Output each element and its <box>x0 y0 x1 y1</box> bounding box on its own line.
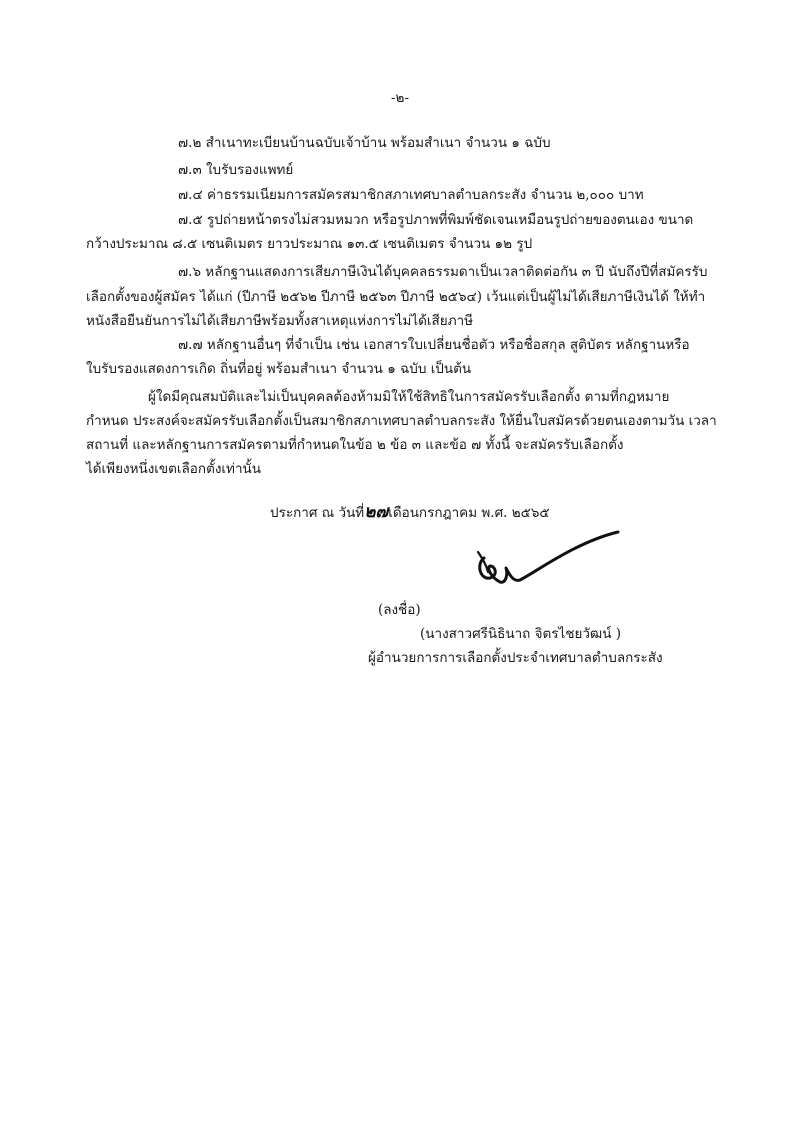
item-7-7-cont: ใบรับรองแสดงการเกิด ถิ่นที่อยู่ พร้อมสำเนา จำนวน ๑ ฉบับ เป็นต้น <box>86 361 472 377</box>
paragraph-line-4: ได้เพียงหนึ่งเขตเลือกตั้งเท่านั้น <box>86 461 261 477</box>
handwritten-signature-icon <box>466 528 626 598</box>
item-7-6-cont-2: หนังสือยืนยันการไม่ได้เสียภาษีพร้อมทั้งสาเหตุแห่งการไม่ได้เสียภาษี <box>86 313 474 329</box>
paragraph-line-3: สถานที่ และหลักฐานการสมัครตามที่กำหนดในข้อ ๒ ข้อ ๓ และข้อ ๗ ทั้งนี้ จะสมัครรับเลือกตั้ง <box>86 437 624 453</box>
announcement-day: ๒๗ <box>364 502 389 522</box>
announcement-suffix: เดือนกรกฎาคม พ.ศ. ๒๕๖๕ <box>388 505 550 521</box>
item-7-5: ๗.๕ รูปถ่ายหน้าตรงไม่สวมหมวก หรือรูปภาพที่พิมพ์ชัดเจนเหมือนรูปถ่ายของตนเอง ขนาด <box>178 212 694 228</box>
announcement-date <box>270 502 550 523</box>
signatory-title: ผู้อำนวยการการเลือกตั้งประจำเทศบาลตำบลกระสัง <box>368 650 663 666</box>
item-7-4: ๗.๔ ค่าธรรมเนียมการสมัครสมาชิกสภาเทศบาลตำบลกระสัง จำนวน ๒,๐๐๐ บาท <box>178 187 644 203</box>
page-number: -๒- <box>390 90 410 106</box>
announcement-prefix: ประกาศ ณ วันที่ <box>270 505 365 521</box>
paragraph-line-1: ผู้ใดมีคุณสมบัติและไม่เป็นบุคคลต้องห้ามมิให้ใช้สิทธิในการสมัครรับเลือกตั้ง ตามที่กฎหมาย <box>148 389 670 405</box>
item-7-3: ๗.๓ ใบรับรองแพทย์ <box>178 162 294 178</box>
item-7-2: ๗.๒ สำเนาทะเบียนบ้านฉบับเจ้าบ้าน พร้อมสำเนา จำนวน ๑ ฉบับ <box>178 135 551 151</box>
paragraph-line-2: กำหนด ประสงค์จะสมัครรับเลือกตั้งเป็นสมาชิกสภาเทศบาลตำบลกระสัง ให้ยื่นใบสมัครด้วยตนเองตามวัน เวลา <box>86 413 717 429</box>
item-7-6-cont-1: เลือกตั้งของผู้สมัคร ได้แก่ (ปีภาษี ๒๕๖๒ ปีภาษี ๒๕๖๓ ปีภาษี ๒๕๖๔) เว้นแต่เป็นผู้ไม่ได้เสียภาษีเงินได้ ให้ทำ <box>86 289 706 305</box>
item-7-5-cont: กว้างประมาณ ๘.๕ เซนติเมตร ยาวประมาณ ๑๓.๕ เซนติเมตร จำนวน ๑๒ รูป <box>86 236 533 252</box>
item-7-7: ๗.๗ หลักฐานอื่นๆ ที่จำเป็น เช่น เอกสารใบเปลี่ยนชื่อตัว หรือชื่อสกุล สูติบัตร หลักฐานหรือ <box>178 337 690 353</box>
signature-label: (ลงชื่อ) <box>378 602 421 618</box>
signatory-name: (นางสาวศรีนิธินาถ จิตรไชยวัฒน์ ) <box>420 626 621 642</box>
item-7-6: ๗.๖ หลักฐานแสดงการเสียภาษีเงินได้บุคคลธรรมดาเป็นเวลาติดต่อกัน ๓ ปี นับถึงปีที่สมัครรับ <box>178 264 708 280</box>
